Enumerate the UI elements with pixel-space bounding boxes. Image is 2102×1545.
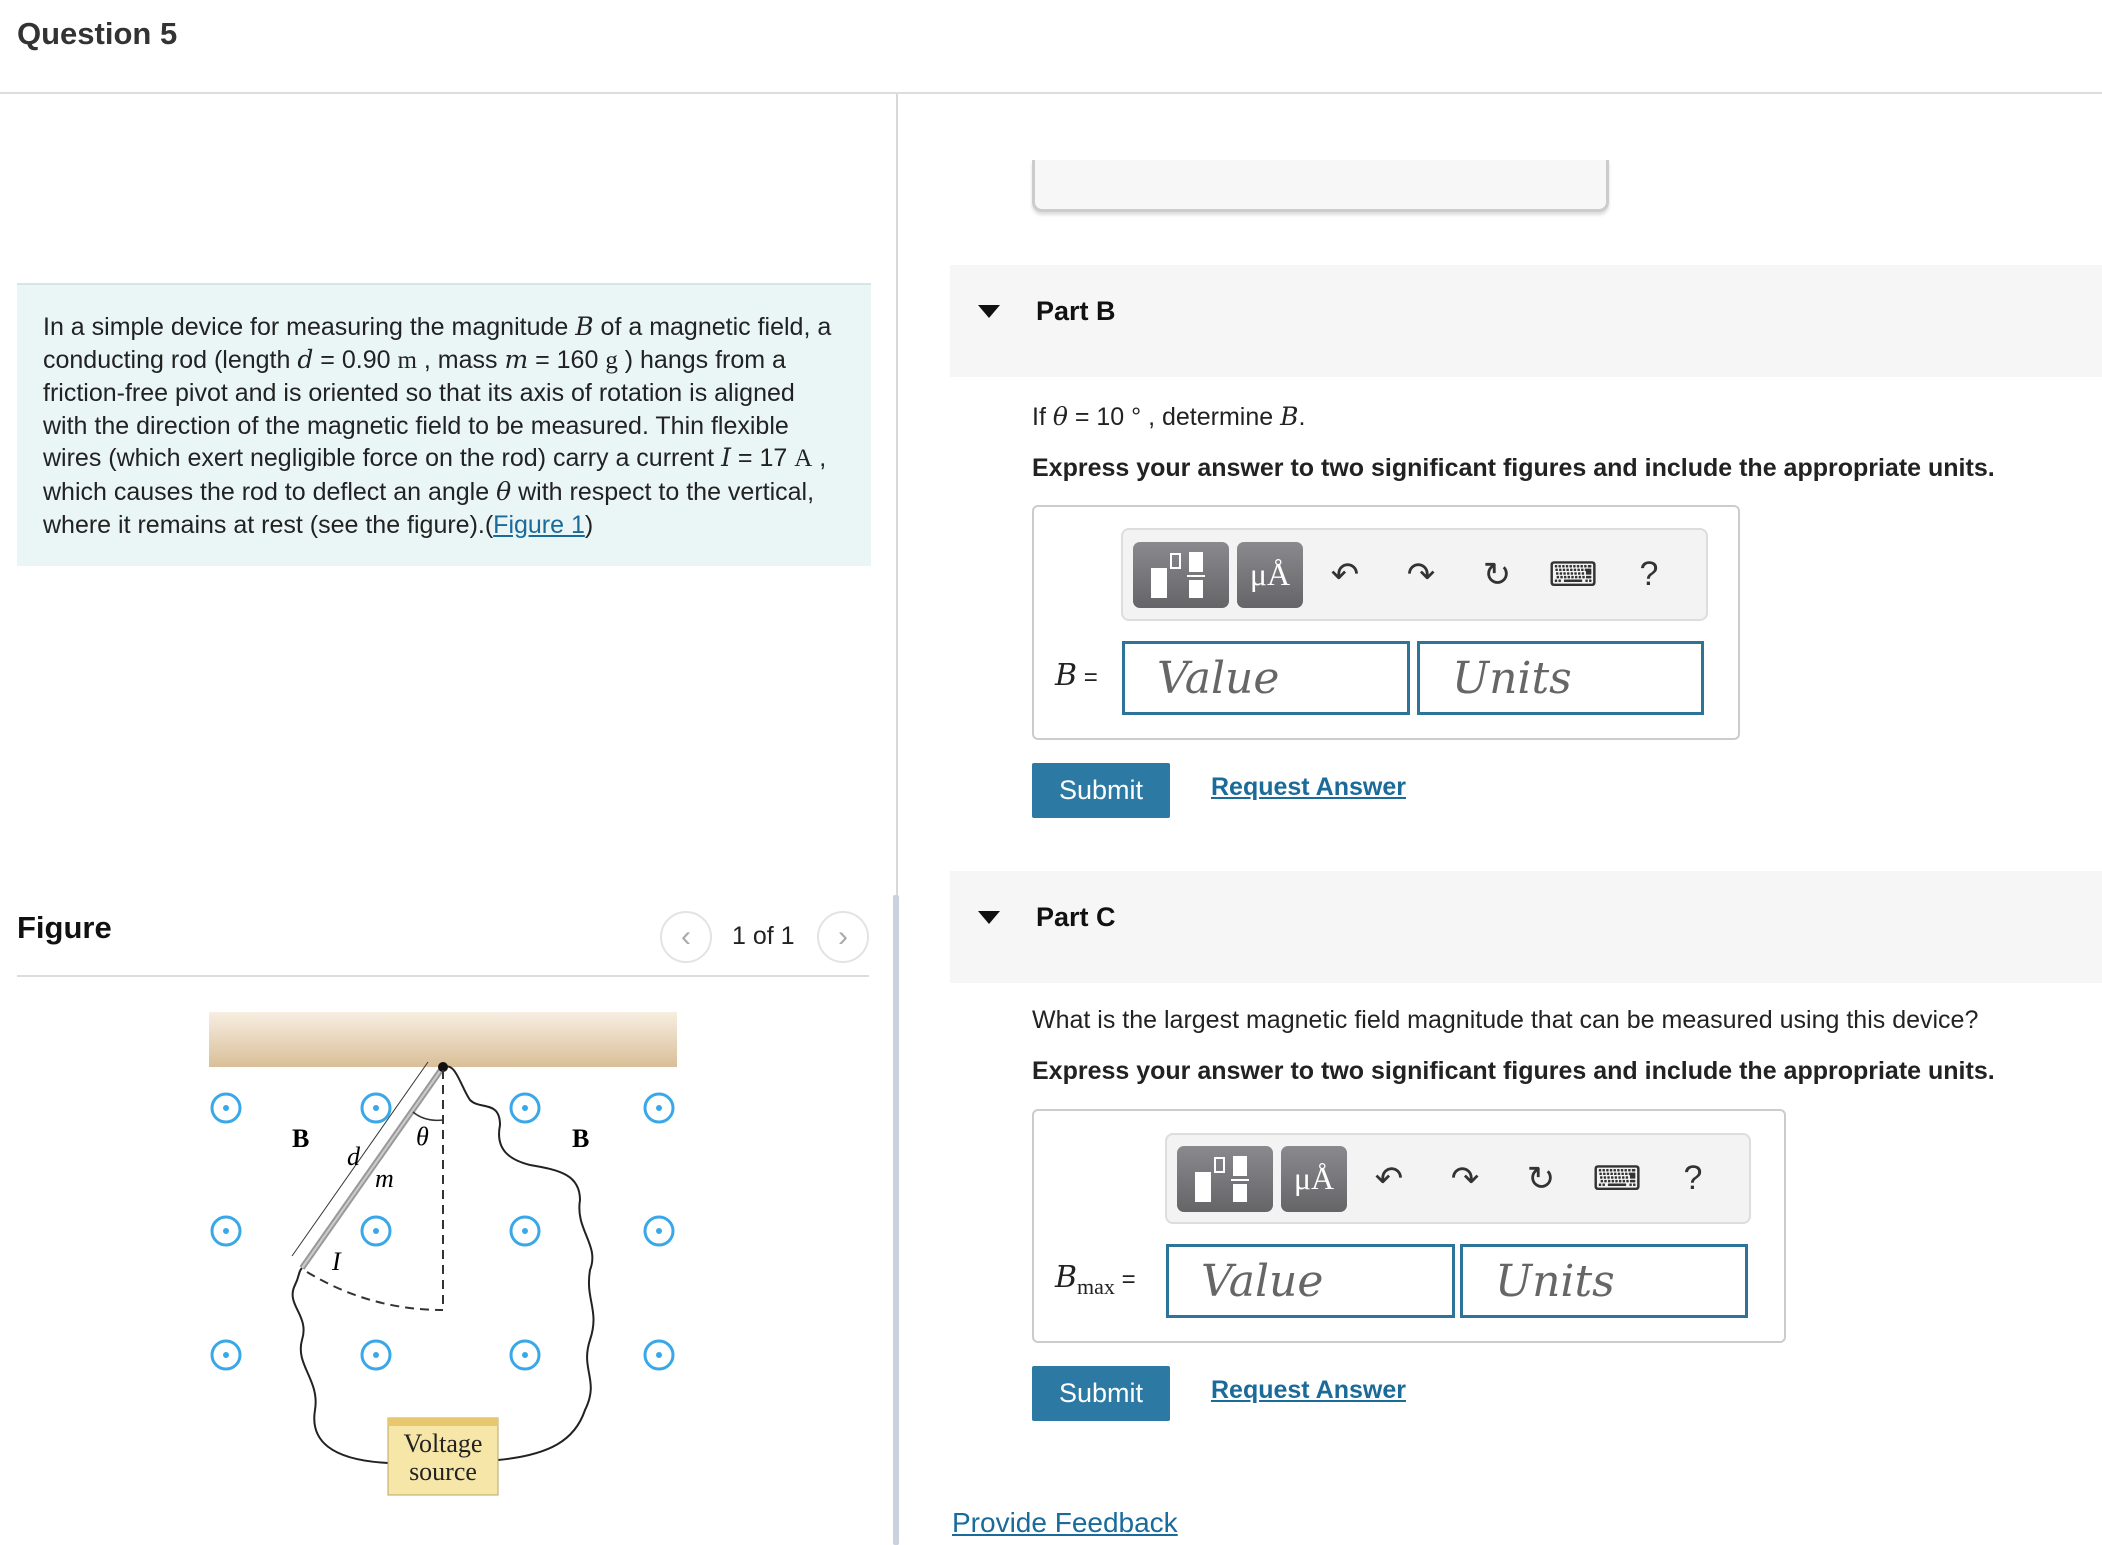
undo-icon: ↶ — [1330, 555, 1360, 594]
field-dot — [522, 1105, 528, 1111]
label-theta: θ — [416, 1122, 429, 1151]
figure-link[interactable]: Figure 1 — [493, 510, 585, 539]
fraction-template-icon — [1193, 1154, 1257, 1204]
math-I: I — [721, 443, 731, 473]
math-B: B — [575, 312, 594, 341]
reset-icon: ↻ — [1526, 1159, 1556, 1198]
field-dot — [656, 1352, 662, 1358]
voltage-label: Voltage — [403, 1429, 483, 1458]
text: ) — [584, 510, 594, 539]
text: with respect to the vertical, where it remains at rest (see the figure).( — [43, 477, 815, 539]
part-c-instructions: Express your answer to two significant figures and include the appropriate units. — [1032, 1057, 1995, 1085]
templates-button[interactable] — [1133, 542, 1229, 608]
units-button[interactable] — [1281, 1146, 1347, 1212]
part-c-header[interactable] — [950, 871, 2102, 983]
math-theta: θ — [1052, 402, 1068, 431]
help-button[interactable] — [1659, 1146, 1727, 1212]
chevron-right-icon: › — [838, 920, 848, 953]
field-dot — [223, 1352, 229, 1358]
next-figure-button[interactable] — [817, 911, 869, 963]
text: = 0.90 — [313, 345, 398, 374]
header-divider — [0, 92, 2102, 94]
value-input[interactable]: Value — [1166, 1244, 1455, 1318]
text: . — [1298, 403, 1306, 431]
keyboard-button[interactable] — [1539, 542, 1607, 608]
part-b-question — [1032, 402, 1305, 432]
field-dot — [522, 1228, 528, 1234]
field-dot — [223, 1105, 229, 1111]
part-b-title: Part B — [1036, 296, 1116, 326]
text: = 10 ° , determine — [1067, 403, 1281, 431]
text: If — [1032, 403, 1053, 431]
figure-image — [180, 1000, 700, 1540]
part-b-var-label — [1055, 658, 1098, 698]
figure-title: Figure — [17, 910, 112, 945]
field-dot — [373, 1228, 379, 1234]
units-button[interactable] — [1237, 542, 1303, 608]
math-d: d — [297, 344, 314, 374]
var: B — [1055, 1260, 1078, 1295]
label-B-right: B — [572, 1124, 590, 1153]
question-title: Question 5 — [17, 16, 178, 51]
help-button[interactable] — [1615, 542, 1683, 608]
part-c-title: Part C — [1036, 902, 1116, 932]
math-theta: θ — [496, 476, 512, 506]
equals: = — [1114, 1266, 1136, 1293]
length-arrow — [292, 1062, 428, 1256]
figure-pager: 1 of 1 — [732, 922, 795, 950]
reset-icon: ↻ — [1482, 555, 1512, 594]
help-icon: ? — [1639, 555, 1659, 593]
math-toolbar — [1121, 528, 1708, 621]
scrollbar[interactable] — [893, 895, 899, 1545]
equals: = — [1077, 664, 1098, 691]
text: , mass — [416, 345, 505, 374]
label-m: m — [375, 1164, 394, 1193]
source-label: source — [409, 1457, 477, 1486]
label-I: I — [332, 1247, 341, 1276]
chevron-left-icon: ‹ — [681, 920, 691, 953]
previous-part-card — [1032, 160, 1609, 212]
problem-statement — [17, 283, 871, 566]
text: of a magnetic field, a conducting rod (length — [43, 313, 832, 374]
redo-icon: ↷ — [1450, 1159, 1480, 1198]
redo-icon: ↷ — [1406, 555, 1436, 594]
units-input[interactable]: Units — [1417, 641, 1704, 715]
text: = 17 — [730, 444, 795, 473]
field-dot — [373, 1105, 379, 1111]
units-input[interactable]: Units — [1460, 1244, 1748, 1318]
submit-button[interactable]: Submit — [1032, 763, 1170, 818]
fraction-template-icon — [1149, 550, 1213, 600]
collapse-triangle-icon[interactable] — [978, 305, 1000, 318]
part-b-header[interactable] — [950, 265, 2102, 377]
label-d: d — [347, 1142, 360, 1171]
label-B-left: B — [292, 1124, 310, 1153]
unit-g: g — [605, 346, 618, 374]
text: , which causes the rod to deflect an angle — [43, 444, 827, 506]
part-c-question: What is the largest magnetic field magnitude that can be measured using this device? — [1032, 1006, 1979, 1034]
keyboard-icon: ⌨ — [1592, 1159, 1642, 1198]
part-b-instructions: Express your answer to two significant figures and include the appropriate units. — [1032, 454, 1995, 482]
keyboard-icon: ⌨ — [1548, 555, 1598, 594]
reset-button[interactable] — [1507, 1146, 1575, 1212]
keyboard-button[interactable] — [1583, 1146, 1651, 1212]
request-answer-link[interactable]: Request Answer — [1211, 1376, 1406, 1404]
part-c-var-label — [1055, 1260, 1136, 1300]
redo-button[interactable] — [1431, 1146, 1499, 1212]
field-dot — [223, 1228, 229, 1234]
templates-button[interactable] — [1177, 1146, 1273, 1212]
collapse-triangle-icon[interactable] — [978, 911, 1000, 924]
undo-button[interactable] — [1355, 1146, 1423, 1212]
unit-m: m — [397, 346, 417, 374]
sub: max — [1077, 1274, 1115, 1299]
request-answer-link[interactable]: Request Answer — [1211, 773, 1406, 801]
help-icon: ? — [1683, 1159, 1703, 1197]
text: In a simple device for measuring the magnitude — [43, 313, 576, 341]
text: ) hangs from a friction-free pivot and is oriented so that its axis of rotation is aligned with the direction of the magnetic field to be measured. Thin flexible wires (which exert negligible force on the rod) carry a current — [43, 345, 795, 473]
value-input[interactable]: Value — [1122, 641, 1410, 715]
prev-figure-button[interactable] — [660, 911, 712, 963]
var: B — [1055, 658, 1078, 693]
undo-button[interactable] — [1311, 542, 1379, 608]
unit-A: A — [794, 445, 813, 473]
redo-button[interactable] — [1387, 542, 1455, 608]
math-B: B — [1280, 402, 1299, 431]
provide-feedback-link[interactable]: Provide Feedback — [952, 1507, 1178, 1538]
field-dot — [656, 1228, 662, 1234]
text: = 160 — [528, 345, 606, 374]
math-toolbar — [1165, 1133, 1751, 1224]
reset-button[interactable] — [1463, 542, 1531, 608]
field-dot — [522, 1352, 528, 1358]
field-dot — [373, 1352, 379, 1358]
math-m: m — [504, 344, 529, 374]
units-icon: μÅ — [1293, 1160, 1335, 1196]
ceiling — [209, 1012, 677, 1067]
units-icon: μÅ — [1249, 556, 1291, 592]
figure-divider — [17, 975, 869, 977]
field-dot — [656, 1105, 662, 1111]
submit-button[interactable]: Submit — [1032, 1366, 1170, 1421]
undo-icon: ↶ — [1374, 1159, 1404, 1198]
